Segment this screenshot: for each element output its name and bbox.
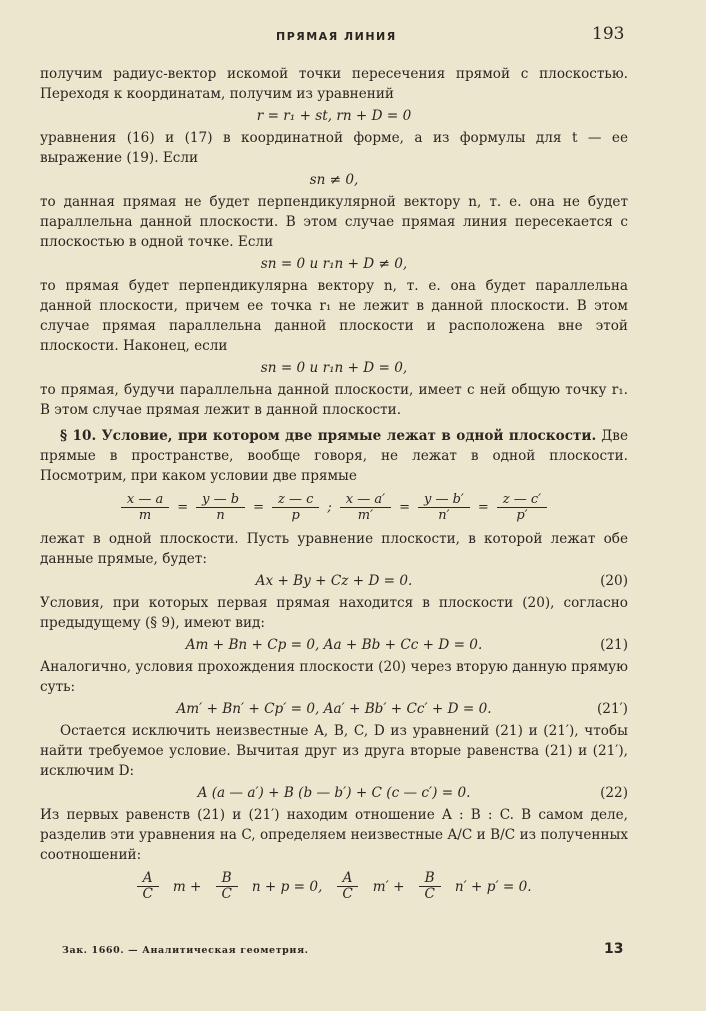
section-intro: Две прямые в пространстве, вообще говоря, не лежат в одной плоскости. Посмотрим, при каком условии две прямые <box>40 428 628 484</box>
section-heading: § 10. Условие, при котором две прямые лежат в одной плоскости. <box>60 428 597 444</box>
fraction: $\frac{z — c'}{p'}$ <box>497 492 547 523</box>
signature-mark: 13 <box>604 941 624 957</box>
page-body <box>40 64 628 908</box>
fraction: $\frac{y — b'}{n'}$ <box>418 492 470 523</box>
separator: = <box>177 499 189 515</box>
equation-tag: (22) <box>600 785 628 801</box>
paragraph: Условия, при которых первая прямая находится в плоскости (20), согласно предыдущему (§ 9), имеют вид: <box>40 595 628 631</box>
paragraph: получим радиус-вектор искомой точки пересечения прямой с плоскостью. Переходя к координатам, получим из уравнений <box>40 66 628 102</box>
page-header <box>0 24 706 46</box>
fraction: $\frac{B}{C}$ <box>215 871 237 902</box>
paragraph: Аналогично, условия прохождения плоскости (20) через вторую данную прямую суть: <box>40 659 628 695</box>
equation-21-prime: Am′ + Bn′ + Cp′ = 0, Aa′ + Bb′ + Cc′ + D = 0. (21′) <box>176 701 628 717</box>
print-footer: Зак. 1660. — Аналитическая геометрия. <box>62 945 309 956</box>
paragraph: лежат в одной плоскости. Пусть уравнение плоскости, в которой лежат обе данные прямые, будет: <box>40 531 628 567</box>
separator: = <box>477 499 489 515</box>
equation-tag: (21) <box>600 637 628 653</box>
formula: r = r₁ + st, rn + D = 0 <box>256 108 412 124</box>
equation-tag: (21′) <box>597 701 628 717</box>
final-equations: $\frac{A}{C}$ m + $\frac{B}{C}$ n + p = 0, $\frac{A}{C}$ m′ + $\frac{B}{C}$ n′ + p′ = 0. <box>40 871 628 902</box>
paragraph: то прямая будет перпендикулярна вектору n, т. е. она будет параллельна данной плоскости, причем ее точка r₁ не лежит в данной плоскости. В этом случае прямая параллельна данной плоскости и расположена вне этой плоскости. Наконец, если <box>40 278 628 354</box>
paragraph: Из первых равенств (21) и (21′) находим отношение A : B : C. В самом деле, разделив эти уравнения на C, определяем неизвестные A/C и B/C из полученных соотношений: <box>40 807 628 863</box>
formula: sn = 0 и r₁n + D = 0, <box>260 360 408 376</box>
separator: = <box>253 499 264 515</box>
section-paragraph <box>40 426 628 486</box>
separator: = <box>399 499 410 515</box>
fraction: $\frac{y — b}{n}$ <box>196 492 245 523</box>
fraction: $\frac{B}{C}$ <box>418 871 440 902</box>
formula: sn ≠ 0, <box>309 172 359 188</box>
formula: sn = 0 и r₁n + D ≠ 0, <box>260 256 408 272</box>
paragraph: Остается исключить неизвестные A, B, C, D из уравнений (21) и (21′), чтобы найти требуемое условие. Вычитая друг из друга вторые равенства (21) и (21′), исключим D: <box>40 723 628 779</box>
paragraph: уравнения (16) и (17) в координатной форме, а из формулы для t — ее выражение (19). Если <box>40 130 628 166</box>
fraction: $\frac{A}{C}$ <box>336 871 358 902</box>
equation-22: A (a — a′) + B (b — b′) + C (c — c′) = 0. (22) <box>197 785 628 801</box>
paragraph: то прямая, будучи параллельна данной плоскости, имеет с ней общую точку r₁. В этом случае прямая лежит в данной плоскости. <box>40 382 628 418</box>
paragraph: то данная прямая не будет перпендикулярной вектору n, т. е. она не будет параллельна данной плоскости. В этом случае прямая линия пересекается с плоскостью в одной точке. Если <box>40 194 628 250</box>
equation-20: Ax + By + Cz + D = 0. (20) <box>255 573 628 589</box>
fraction: $\frac{x — a'}{m'}$ <box>340 492 391 523</box>
page-number: 193 <box>592 24 625 44</box>
equation-21: Am + Bn + Cp = 0, Aa + Bb + Cc + D = 0. (21) <box>185 637 628 653</box>
line-equations <box>40 492 628 523</box>
fraction: $\frac{z — c}{p}$ <box>272 492 319 523</box>
running-title: ПРЯМАЯ ЛИНИЯ <box>276 30 397 43</box>
separator: ; <box>327 499 332 515</box>
fraction: $\frac{A}{C}$ <box>136 871 158 902</box>
fraction: $\frac{x — a}{m}$ <box>121 492 169 523</box>
equation-tag: (20) <box>600 573 628 589</box>
